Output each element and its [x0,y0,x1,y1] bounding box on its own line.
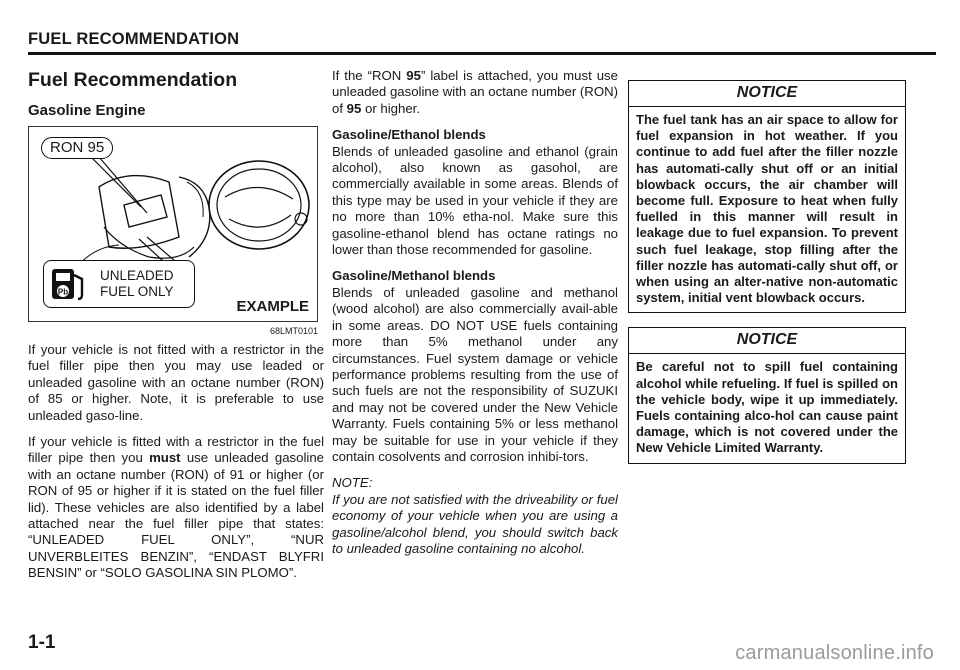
ron95-text-e: or higher. [361,100,420,116]
svg-text:Pb: Pb [57,287,69,297]
notice-heading-1: NOTICE [629,81,905,107]
section-subtitle: Gasoline Engine [28,102,146,119]
ron95-emph-2: 95 [346,100,362,116]
methanol-paragraph: Blends of unleaded gasoline and methanol (wood alcohol) are also commercially avail-able in some areas. DO NOT USE fuels containing more than 5% methanol under any circumstances. Fuel system damage or vehicle performance problems resulting from the use of such fuels are not the responsibility of SUZUKI and may not be covered under the New Vehicle Warranty. Fuels containing 5% or less methanol may be suitable for use in your vehicle if they contain cosolvents and corrosion inhibi-tors. [332,284,618,464]
unleaded-fuel-label [43,260,195,308]
paragraph-restrictor-emphasis: must [149,450,181,466]
paragraph-restrictor-a: If your vehicle is fitted with a restrictor in the fuel filler pipe then you [28,434,324,466]
note-title: NOTE: [332,475,373,491]
unleaded-line-2: FUEL ONLY [100,284,174,299]
right-column [628,80,906,478]
ethanol-paragraph: Blends of unleaded gasoline and ethanol (grain alcohol), also known as gasohol, are commercially available in some areas. Blends of this type may be used in your vehicle if they are no more than 10% etha-nol. Make sure this gasoline-ethanol blend has octane ratings no lower than those recommended for gasoline. [332,143,618,258]
page-title: Fuel Recommendation [28,69,238,91]
watermark: carmanualsonline.info [735,642,934,664]
notice-heading-2: NOTICE [629,328,905,354]
figure-code: 68LMT0101 [269,326,318,336]
ron95-text-a: If the “RON [332,68,407,83]
fuel-filler-illustration [28,126,318,322]
methanol-heading: Gasoline/Methanol blends [332,268,496,284]
notice-body-1: The fuel tank has an air space to allow for fuel expansion in hot weather. If you continue to add fuel after the filler nozzle has automati-cally shut off or an initial blowback occurs, the air chamber will become full. Exposure to heat when fully fuelled in this manner will result in leakage due to fuel expansion. To prevent such fuel leakage, stop filling after the filler nozzle has automati-cally shut off, or when using an alter-native non-automatic system, initial vent blowback occurs. [636,112,898,306]
notice-box-alcohol-spill [628,327,906,463]
ethanol-heading: Gasoline/Ethanol blends [332,127,486,143]
note-body: If you are not satisfied with the driveability or fuel economy of your vehicle when you are using a gasoline/alcohol blend, you should switch back to unleaded gasoline containing no alcohol. [332,491,618,556]
left-column [28,68,324,592]
fuel-pump-icon [50,267,88,303]
paragraph-restrictor [28,434,324,582]
header-rule [28,52,936,55]
notice-body-2: Be careful not to spill fuel containing alcohol while refueling. If fuel is spilled on the vehicle body, wipe it up immediately. Fuels containing alco-hol can cause paint damage, which is not covered under the New Vehicle Limited Warranty. [636,359,898,456]
middle-column [332,68,618,567]
notice-box-fuel-expansion [628,80,906,313]
ron95-emph-1: 95 [406,68,421,83]
paragraph-restrictor-c: use unleaded gasoline with an octane number (RON) of 91 or higher (or RON of 95 or higher if it is stated on the fuel filler lid). These vehicles are also identified by a label attached near the fuel filler pipe that states: “UNLEADED FUEL ONLY”, “NUR UNVERBLEITES BENZIN”, “ENDAST BLYFRI BENSIN” or “SOLO GASOLINA SIN PLOMO”. [28,450,324,581]
ron-95-label: RON 95 [41,137,113,159]
paragraph-ron95 [332,68,618,117]
unleaded-text [100,268,174,300]
paragraph-no-restrictor: If your vehicle is not fitted with a restrictor in the fuel filler pipe then you may use leaded or unleaded gasoline with an octane number (RON) of 85 or higher. Note, it is preferable to use unleaded gaso-line. [28,342,324,423]
example-caption: EXAMPLE [236,297,309,315]
ron95-text-c: ” label is attached, you must use unleaded gasoline with an octane number (RON) of [332,68,618,116]
page-number: 1-1 [28,632,56,653]
unleaded-line-1: UNLEADED [100,268,174,283]
section-header: FUEL RECOMMENDATION [28,30,240,48]
